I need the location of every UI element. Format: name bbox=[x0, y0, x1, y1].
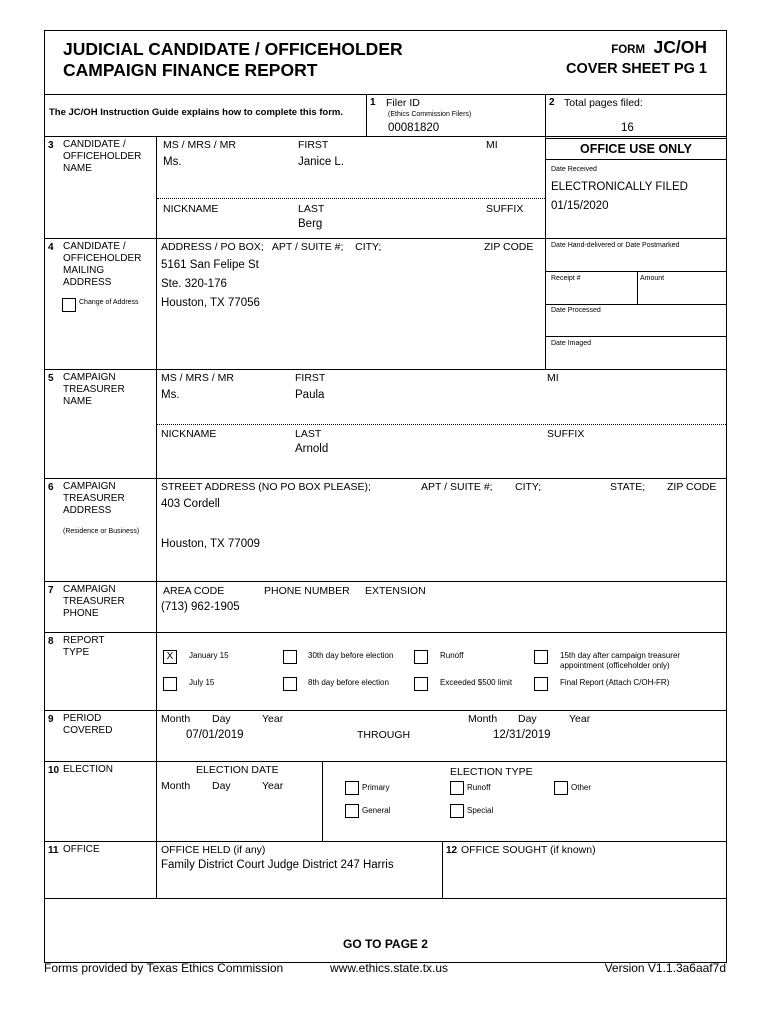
section-6-label: CAMPAIGN TREASURER ADDRESS bbox=[63, 481, 125, 516]
election-primary-label: Primary bbox=[362, 783, 390, 792]
mailing-address-line1: 5161 San Felipe St bbox=[161, 259, 259, 271]
election-primary-checkbox[interactable] bbox=[345, 781, 359, 795]
report-type-runoff-checkbox[interactable] bbox=[414, 650, 428, 664]
receipt-label: Receipt # bbox=[551, 275, 581, 282]
treasurer-first-value: Paula bbox=[295, 389, 325, 401]
report-type-july-checkbox[interactable] bbox=[163, 677, 177, 691]
candidate-ms-value: Ms. bbox=[163, 156, 182, 168]
total-pages-label: Total pages filed: bbox=[564, 97, 643, 109]
section-10-num: 10 bbox=[48, 765, 60, 776]
instruction-text: The JC/OH Instruction Guide explains how to complete this form. bbox=[49, 107, 344, 118]
total-pages-number: 2 bbox=[549, 97, 555, 108]
treasurer-nickname-label: NICKNAME bbox=[161, 428, 217, 440]
election-general-checkbox[interactable] bbox=[345, 804, 359, 818]
office-held-label: OFFICE HELD (if any) bbox=[161, 844, 266, 856]
form-title-line2: CAMPAIGN FINANCE REPORT bbox=[63, 60, 318, 80]
office-held-value: Family District Court Judge District 247 Harris bbox=[161, 859, 394, 871]
candidate-suffix-label: SUFFIX bbox=[486, 203, 524, 215]
section-5-label: CAMPAIGN TREASURER NAME bbox=[63, 372, 125, 407]
report-type-30th-day-label: 30th day before election bbox=[308, 651, 394, 660]
candidate-nickname-label: NICKNAME bbox=[163, 203, 219, 215]
report-type-8th-day-checkbox[interactable] bbox=[283, 677, 297, 691]
form-prefix: FORM bbox=[611, 44, 646, 56]
filer-id-number: 1 bbox=[370, 97, 376, 108]
election-general-label: General bbox=[362, 806, 391, 815]
mailing-zip-label: ZIP CODE bbox=[484, 241, 534, 253]
form-code bbox=[611, 37, 707, 58]
change-of-address-checkbox[interactable] bbox=[62, 298, 76, 312]
section-7-number: 7 bbox=[48, 585, 54, 596]
form-code-value: JC/OH bbox=[653, 37, 707, 57]
phone-extension-label: EXTENSION bbox=[365, 585, 426, 597]
date-received-label: Date Received bbox=[551, 166, 597, 173]
date-received-value: ELECTRONICALLY FILED bbox=[551, 181, 688, 193]
period-through-label: THROUGH bbox=[357, 729, 411, 741]
treasurer-street-label: STREET ADDRESS (NO PO BOX PLEASE); bbox=[161, 481, 371, 493]
section-11-label: OFFICE bbox=[63, 844, 100, 855]
office-sought-label: OFFICE SOUGHT (if known) bbox=[461, 844, 596, 856]
treasurer-address-line2: Houston, TX 77009 bbox=[161, 538, 260, 550]
election-other-label: Other bbox=[571, 783, 592, 792]
amount-label: Amount bbox=[640, 275, 665, 282]
report-type-final-label: Final Report (Attach C/OH-FR) bbox=[560, 678, 670, 687]
filer-id-value: 00081820 bbox=[388, 122, 440, 134]
report-type-exceeded-checkbox[interactable] bbox=[414, 677, 428, 691]
section-9-label: PERIOD COVERED bbox=[63, 713, 113, 736]
go-to-page-2: GO TO PAGE 2 bbox=[343, 937, 428, 951]
section-10-number bbox=[48, 765, 59, 776]
phone-value: (713) 962-1905 bbox=[161, 601, 240, 613]
section-4-number: 4 bbox=[48, 242, 54, 253]
footer-provider: Forms provided by Texas Ethics Commission bbox=[44, 961, 284, 975]
treasurer-zip-label: ZIP CODE bbox=[667, 481, 717, 493]
date-received-date: 01/15/2020 bbox=[551, 200, 609, 212]
section-12-number: 12 bbox=[446, 845, 458, 856]
period-from-year-label: Year bbox=[262, 713, 284, 725]
treasurer-city-label: CITY; bbox=[515, 481, 542, 493]
date-imaged-label: Date Imaged bbox=[551, 340, 592, 347]
report-type-8th-day-label: 8th day before election bbox=[308, 678, 389, 687]
treasurer-suffix-label: SUFFIX bbox=[547, 428, 585, 440]
report-type-july-label: July 15 bbox=[189, 678, 215, 687]
treasurer-state-label: STATE; bbox=[610, 481, 646, 493]
period-to-month-label: Month bbox=[468, 713, 498, 725]
period-from-month-label: Month bbox=[161, 713, 191, 725]
report-type-january-label: January 15 bbox=[189, 651, 229, 660]
candidate-mi-label: MI bbox=[486, 139, 498, 151]
candidate-first-value: Janice L. bbox=[298, 156, 345, 168]
treasurer-mi-label: MI bbox=[547, 372, 559, 384]
treasurer-ms-value: Ms. bbox=[161, 389, 180, 401]
change-of-address-label: Change of Address bbox=[79, 299, 139, 306]
period-from-day-label: Day bbox=[212, 713, 231, 725]
treasurer-last-label: LAST bbox=[295, 428, 322, 440]
election-runoff-label: Runoff bbox=[467, 783, 491, 792]
period-from-value: 07/01/2019 bbox=[186, 729, 244, 741]
period-to-day-label: Day bbox=[518, 713, 537, 725]
treasurer-first-label: FIRST bbox=[295, 372, 326, 384]
candidate-first-label: FIRST bbox=[298, 139, 329, 151]
section-7-label: CAMPAIGN TREASURER PHONE bbox=[63, 584, 125, 619]
office-use-title: OFFICE USE ONLY bbox=[579, 142, 693, 156]
mailing-address-header: ADDRESS / PO BOX; APT / SUITE #; CITY; bbox=[161, 241, 382, 253]
report-type-final-checkbox[interactable] bbox=[534, 677, 548, 691]
treasurer-ms-label: MS / MRS / MR bbox=[161, 372, 234, 384]
election-date-label: ELECTION DATE bbox=[196, 764, 279, 776]
total-pages-value: 16 bbox=[621, 122, 634, 134]
section-8-number: 8 bbox=[48, 636, 54, 647]
footer-version: Version V1.1.3a6aaf7d bbox=[604, 961, 726, 975]
section-6-sublabel: (Residence or Business) bbox=[63, 528, 140, 535]
section-10-label: ELECTION bbox=[63, 764, 114, 775]
candidate-ms-label: MS / MRS / MR bbox=[163, 139, 236, 151]
report-type-exceeded-label: Exceeded $500 limit bbox=[440, 678, 513, 687]
treasurer-last-value: Arnold bbox=[295, 443, 329, 455]
report-type-15th-day-label: 15th day after campaign treasurer appointment (officeholder only) bbox=[560, 651, 681, 670]
section-9-number: 9 bbox=[48, 714, 54, 725]
section-3-number: 3 bbox=[48, 140, 54, 151]
election-special-label: Special bbox=[467, 806, 494, 815]
section-3-label: CANDIDATE / OFFICEHOLDER NAME bbox=[63, 139, 142, 174]
section-11-number bbox=[48, 845, 59, 856]
election-special-checkbox[interactable] bbox=[450, 804, 464, 818]
form-title bbox=[63, 39, 403, 81]
report-type-runoff-label: Runoff bbox=[440, 651, 464, 660]
election-runoff-checkbox[interactable] bbox=[450, 781, 464, 795]
report-type-15th-day-checkbox[interactable] bbox=[534, 650, 548, 664]
footer-url: www.ethics.state.tx.us bbox=[330, 961, 449, 975]
section-6-number: 6 bbox=[48, 482, 54, 493]
period-to-year-label: Year bbox=[569, 713, 591, 725]
cover-sheet-label: COVER SHEET PG 1 bbox=[565, 61, 707, 77]
report-type-30th-day-checkbox[interactable] bbox=[283, 650, 297, 664]
filer-id-label: Filer ID bbox=[386, 97, 420, 109]
hand-delivered-label: Date Hand-delivered or Date Postmarked bbox=[551, 242, 680, 249]
treasurer-address-line1: 403 Cordell bbox=[161, 498, 220, 510]
section-4-label: CANDIDATE / OFFICEHOLDER MAILING ADDRESS bbox=[63, 241, 142, 288]
date-processed-label: Date Processed bbox=[551, 307, 601, 314]
mailing-address-line2: Ste. 320-176 bbox=[161, 278, 227, 290]
election-other-checkbox[interactable] bbox=[554, 781, 568, 795]
election-month-label: Month bbox=[161, 780, 191, 792]
election-day-label: Day bbox=[212, 780, 231, 792]
section-11-num: 11 bbox=[48, 845, 59, 856]
report-type-january-checkbox[interactable]: X bbox=[163, 650, 177, 664]
period-to-value: 12/31/2019 bbox=[493, 729, 551, 741]
candidate-last-label: LAST bbox=[298, 203, 325, 215]
filer-id-sublabel: (Ethics Commission Filers) bbox=[388, 111, 472, 118]
section-8-label: REPORT TYPE bbox=[63, 635, 105, 658]
treasurer-apt-label: APT / SUITE #; bbox=[421, 481, 493, 493]
section-5-number: 5 bbox=[48, 373, 54, 384]
election-type-label: ELECTION TYPE bbox=[450, 766, 533, 778]
form-title-line1: JUDICIAL CANDIDATE / OFFICEHOLDER bbox=[63, 39, 403, 59]
phone-number-label: PHONE NUMBER bbox=[264, 585, 350, 597]
election-year-label: Year bbox=[262, 780, 284, 792]
candidate-last-value: Berg bbox=[298, 218, 323, 230]
mailing-address-line3: Houston, TX 77056 bbox=[161, 297, 260, 309]
phone-area-label: AREA CODE bbox=[163, 585, 225, 597]
